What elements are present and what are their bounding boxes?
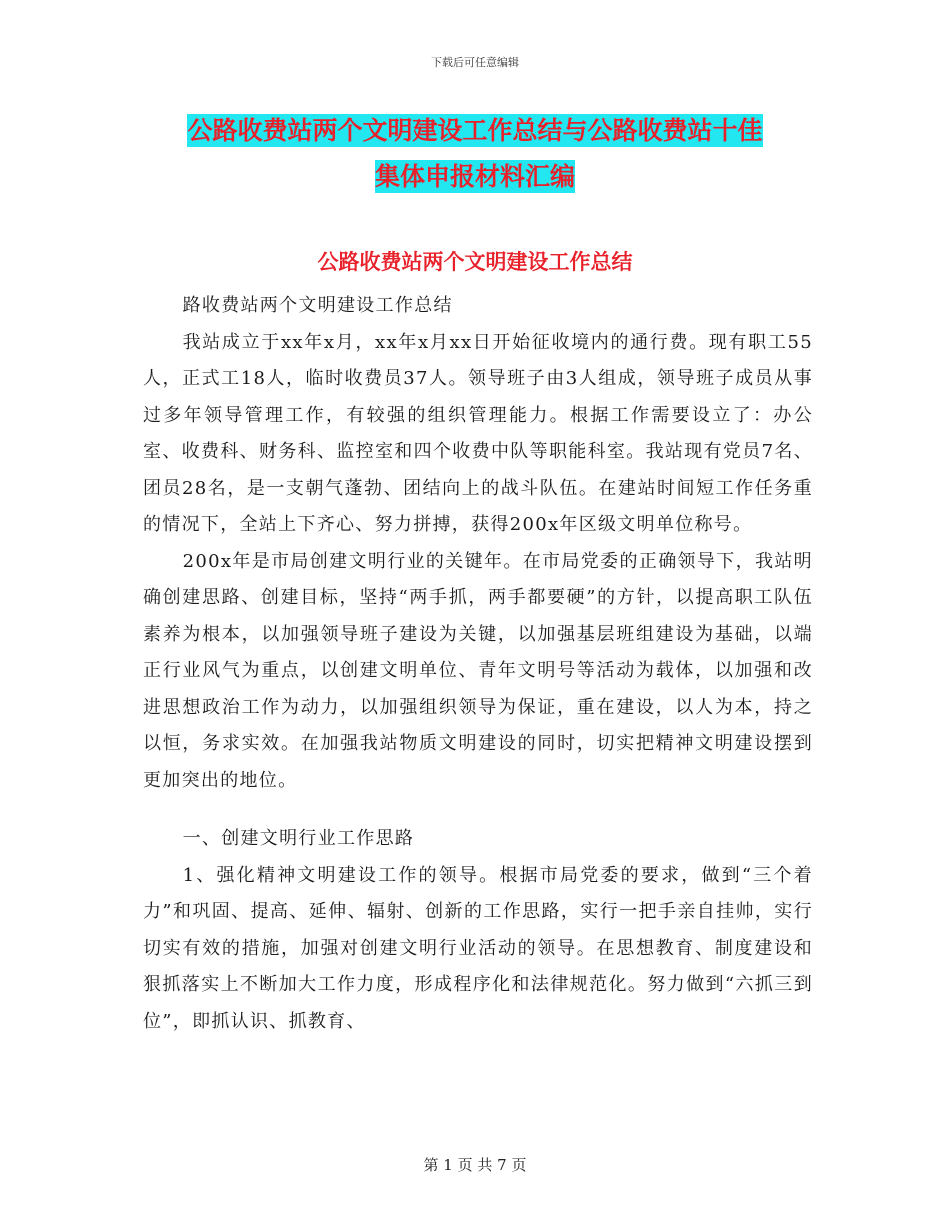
header-note: 下载后可任意编辑 — [431, 56, 519, 69]
document-title — [0, 108, 950, 200]
document-body — [143, 288, 813, 1040]
paragraph-item-1: 1、强化精神文明建设工作的领导。根据市局党委的要求，做到“三个着力”和巩固、提高、延伸、辐射、创新的工作思路，实行一把手亲自挂帅，实行切实有效的措施，加强对创建文明行业活动的领导。在思想教育、制度建设和狠抓落实上不断加大工作力度，形成程序化和法律规范化。努力做到“六抓三到位”，即抓认识、抓教育、 — [143, 864, 813, 1032]
section-heading-1: 一、创建文明行业工作思路 — [182, 828, 415, 849]
paragraph-intro-title: 路收费站两个文明建设工作总结 — [182, 295, 453, 316]
title-line-2: 集体申报材料汇编 — [374, 162, 575, 191]
section-title: 公路收费站两个文明建设工作总结 — [317, 250, 633, 274]
paragraph-station-overview: 我站成立于xx年x月，xx年x月xx日开始征收境内的通行费。现有职工55人，正式工18人，临时收费员37人。领导班子由3人组成，领导班子成员从事过多年领导管理工作，有较强的组织管理能力。根据工作需要设立了：办公室、收费科、财务科、监控室和四个收费中队等职能科室。我站现有党员7名、团员28名，是一支朝气蓬勃、团结向上的战斗队伍。在建站时间短工作任务重的情况下，全站上下齐心、努力拼搏，获得200x年区级文明单位称号。 — [143, 331, 813, 535]
page-footer: 第 1 页 共 7 页 — [423, 1156, 527, 1174]
title-line-1: 公路收费站两个文明建设工作总结与公路收费站十佳 — [187, 116, 763, 145]
paragraph-key-year: 200x年是市局创建文明行业的关键年。在市局党委的正确领导下，我站明确创建思路、创建目标，坚持“两手抓，两手都要硬”的方针，以提高职工队伍素养为根本，以加强领导班子建设为关键，以加强基层班组建设为基础，以端正行业风气为重点，以创建文明单位、青年文明号等活动为载体，以加强和改进思想政治工作为动力，以加强组织领导为保证，重在建设，以人为本，持之以恒，务求实效。在加强我站物质文明建设的同时，切实把精神文明建设摆到更加突出的地位。 — [143, 550, 813, 791]
